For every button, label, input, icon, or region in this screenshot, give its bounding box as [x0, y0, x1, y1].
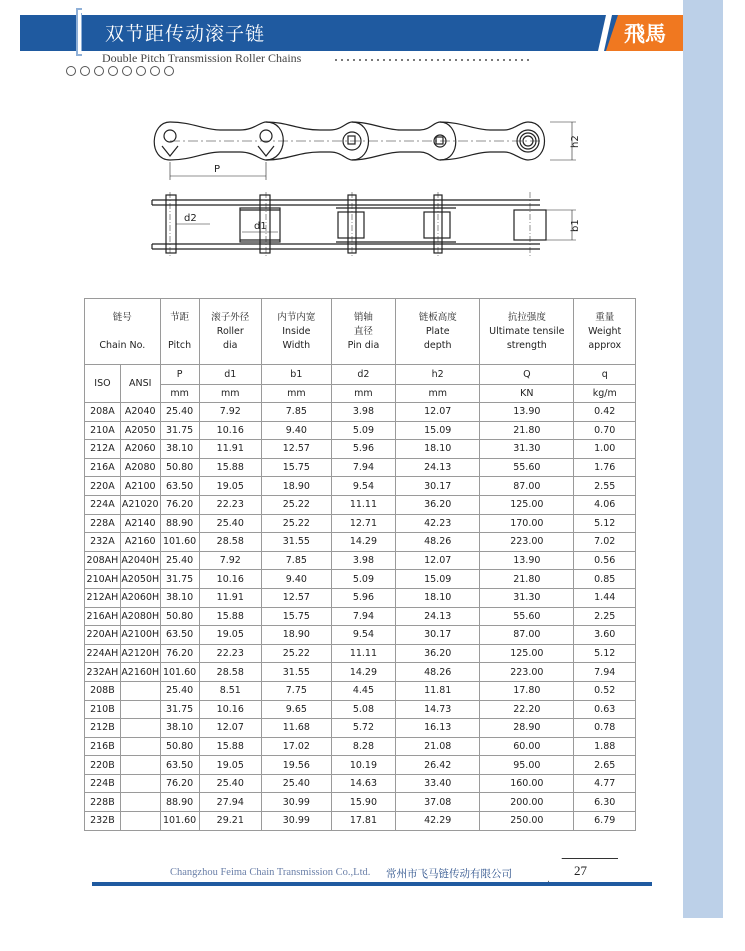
table-cell: 9.40 — [262, 421, 332, 440]
table-cell: 15.88 — [199, 607, 261, 626]
dim-label-h2: h2 — [570, 135, 581, 148]
header-weight: 重量 Weight approx — [574, 299, 636, 365]
table-cell: 7.94 — [331, 458, 396, 477]
table-cell: 18.90 — [262, 626, 332, 645]
table-cell: 19.05 — [199, 626, 261, 645]
table-cell: 14.63 — [331, 774, 396, 793]
unit-p: mm — [160, 385, 199, 403]
table-row — [85, 626, 636, 645]
table-cell: 15.88 — [199, 737, 261, 756]
dim-label-b1: b1 — [570, 219, 581, 232]
table-cell: 21.80 — [480, 421, 574, 440]
table-cell: 7.92 — [199, 551, 261, 570]
table-cell: 125.00 — [480, 495, 574, 514]
table-cell: 63.50 — [160, 626, 199, 645]
table-cell: 95.00 — [480, 756, 574, 775]
unit-h2: mm — [396, 385, 480, 403]
table-cell: 25.22 — [262, 495, 332, 514]
table-cell: 50.80 — [160, 737, 199, 756]
table-row — [85, 458, 636, 477]
table-cell: 160.00 — [480, 774, 574, 793]
table-row — [85, 403, 636, 422]
table-cell: A21020 — [120, 495, 160, 514]
table-cell: 0.70 — [574, 421, 636, 440]
table-cell: 12.07 — [396, 403, 480, 422]
table-cell: 101.60 — [160, 812, 199, 831]
symbol-d1: d1 — [199, 365, 261, 385]
table-cell: 9.65 — [262, 700, 332, 719]
symbol-q-weight: q — [574, 365, 636, 385]
table-cell: 25.40 — [199, 774, 261, 793]
circle-icon — [122, 66, 132, 76]
page-number: 27 — [574, 863, 587, 878]
table-cell: 232B — [85, 812, 121, 831]
table-cell: 7.75 — [262, 681, 332, 700]
table-cell: 48.26 — [396, 663, 480, 682]
table-cell — [120, 737, 160, 756]
table-cell: 216AH — [85, 607, 121, 626]
table-cell: 25.40 — [160, 681, 199, 700]
table-row — [85, 440, 636, 459]
table-cell — [120, 719, 160, 738]
table-cell: 224A — [85, 495, 121, 514]
table-cell: 6.79 — [574, 812, 636, 831]
table-cell: 88.90 — [160, 793, 199, 812]
spec-table-body — [85, 403, 636, 831]
table-cell: A2060H — [120, 588, 160, 607]
header-roller-dia: 滚子外径 Roller dia — [199, 299, 261, 365]
page-title: 双节距传动滚子链 — [105, 23, 266, 45]
brand-logo: 飛馬 — [624, 21, 666, 46]
circle-icon — [94, 66, 104, 76]
table-row — [85, 551, 636, 570]
table-cell: 16.13 — [396, 719, 480, 738]
table-row — [85, 514, 636, 533]
table-cell: 200.00 — [480, 793, 574, 812]
table-cell: 5.96 — [331, 588, 396, 607]
table-cell: 17.81 — [331, 812, 396, 831]
table-cell: 25.22 — [262, 644, 332, 663]
table-cell: 36.20 — [396, 495, 480, 514]
header-ansi: ANSI — [120, 365, 160, 403]
table-cell: 22.20 — [480, 700, 574, 719]
symbol-h2: h2 — [396, 365, 480, 385]
table-cell: A2050 — [120, 421, 160, 440]
page-subtitle: Double Pitch Transmission Roller Chains — [102, 51, 302, 65]
table-cell: 7.92 — [199, 403, 261, 422]
table-cell: 216B — [85, 737, 121, 756]
table-cell: 212A — [85, 440, 121, 459]
table-cell: 63.50 — [160, 477, 199, 496]
table-cell: 26.42 — [396, 756, 480, 775]
table-cell: A2100H — [120, 626, 160, 645]
table-cell: 1.44 — [574, 588, 636, 607]
table-cell: 17.80 — [480, 681, 574, 700]
table-cell: 223.00 — [480, 533, 574, 552]
table-cell: 7.02 — [574, 533, 636, 552]
table-cell: 36.20 — [396, 644, 480, 663]
table-cell: 216A — [85, 458, 121, 477]
table-row — [85, 421, 636, 440]
table-cell: A2120H — [120, 644, 160, 663]
table-cell: 19.05 — [199, 756, 261, 775]
symbol-b1: b1 — [262, 365, 332, 385]
table-cell: 33.40 — [396, 774, 480, 793]
table-cell — [120, 774, 160, 793]
table-cell: 37.08 — [396, 793, 480, 812]
table-row — [85, 774, 636, 793]
table-cell: 24.13 — [396, 458, 480, 477]
table-row — [85, 495, 636, 514]
table-cell: 9.54 — [331, 477, 396, 496]
table-cell: 125.00 — [480, 644, 574, 663]
table-row — [85, 681, 636, 700]
symbol-p: P — [160, 365, 199, 385]
header-inside-width: 内节内宽 Inside Width — [262, 299, 332, 365]
table-cell — [120, 793, 160, 812]
dotted-rule — [333, 59, 531, 61]
table-cell: 10.16 — [199, 570, 261, 589]
table-row — [85, 737, 636, 756]
table-cell: 21.08 — [396, 737, 480, 756]
table-cell: 29.21 — [199, 812, 261, 831]
table-cell: 5.09 — [331, 421, 396, 440]
table-cell: 11.91 — [199, 440, 261, 459]
table-cell: 19.56 — [262, 756, 332, 775]
table-cell: 3.98 — [331, 403, 396, 422]
table-cell — [120, 812, 160, 831]
table-cell: A2060 — [120, 440, 160, 459]
table-row — [85, 719, 636, 738]
table-cell: A2080H — [120, 607, 160, 626]
circle-icon — [108, 66, 118, 76]
table-cell: 0.56 — [574, 551, 636, 570]
table-row — [85, 644, 636, 663]
header-iso: ISO — [85, 365, 121, 403]
table-cell: 18.90 — [262, 477, 332, 496]
table-cell: 87.00 — [480, 477, 574, 496]
table-cell: 220AH — [85, 626, 121, 645]
circle-icon — [80, 66, 90, 76]
circle-icon — [150, 66, 160, 76]
table-cell: 31.30 — [480, 440, 574, 459]
footer-company-cn: 常州市飞马链传动有限公司 — [386, 868, 512, 880]
table-cell: 10.16 — [199, 421, 261, 440]
table-cell: 30.17 — [396, 477, 480, 496]
table-cell: 5.09 — [331, 570, 396, 589]
table-cell: 28.58 — [199, 533, 261, 552]
table-cell: 0.78 — [574, 719, 636, 738]
table-cell: 28.90 — [480, 719, 574, 738]
unit-weight: kg/m — [574, 385, 636, 403]
table-cell: 31.75 — [160, 421, 199, 440]
table-cell: 232AH — [85, 663, 121, 682]
table-cell: 12.07 — [199, 719, 261, 738]
table-cell: 25.40 — [262, 774, 332, 793]
table-cell: 2.25 — [574, 607, 636, 626]
table-cell: 11.11 — [331, 644, 396, 663]
table-cell: 15.75 — [262, 458, 332, 477]
table-cell: 1.76 — [574, 458, 636, 477]
table-cell: 14.29 — [331, 663, 396, 682]
table-cell: 210A — [85, 421, 121, 440]
table-row — [85, 588, 636, 607]
table-cell: 212AH — [85, 588, 121, 607]
table-cell: 5.12 — [574, 514, 636, 533]
table-cell: 1.00 — [574, 440, 636, 459]
table-cell: 8.28 — [331, 737, 396, 756]
table-cell: 38.10 — [160, 588, 199, 607]
table-cell: 7.85 — [262, 551, 332, 570]
table-cell: 210AH — [85, 570, 121, 589]
table-row — [85, 812, 636, 831]
header-pin-dia: 销轴 直径 Pin dia — [331, 299, 396, 365]
table-cell: 4.77 — [574, 774, 636, 793]
table-cell: 88.90 — [160, 514, 199, 533]
table-cell: 25.40 — [160, 551, 199, 570]
table-cell: 220A — [85, 477, 121, 496]
table-cell: 228B — [85, 793, 121, 812]
table-cell: 11.68 — [262, 719, 332, 738]
table-cell: 4.06 — [574, 495, 636, 514]
table-cell: 11.81 — [396, 681, 480, 700]
table-cell: 21.80 — [480, 570, 574, 589]
table-cell: A2040H — [120, 551, 160, 570]
table-cell: 22.23 — [199, 644, 261, 663]
table-cell: 13.90 — [480, 403, 574, 422]
table-cell: 9.54 — [331, 626, 396, 645]
symbol-q: Q — [480, 365, 574, 385]
table-cell: 212B — [85, 719, 121, 738]
table-cell: 223.00 — [480, 663, 574, 682]
table-cell: 30.99 — [262, 793, 332, 812]
table-cell: 87.00 — [480, 626, 574, 645]
header-tensile-strength: 抗拉强度 Ultimate tensile strength — [480, 299, 574, 365]
table-cell: 14.73 — [396, 700, 480, 719]
side-stripe — [683, 0, 723, 918]
chain-drawing — [130, 108, 590, 270]
spec-table — [84, 298, 636, 831]
table-cell: 38.10 — [160, 440, 199, 459]
table-cell: 208A — [85, 403, 121, 422]
table-cell: 17.02 — [262, 737, 332, 756]
table-cell: 19.05 — [199, 477, 261, 496]
table-row — [85, 570, 636, 589]
table-cell: 224AH — [85, 644, 121, 663]
table-cell: 1.88 — [574, 737, 636, 756]
table-cell: 15.88 — [199, 458, 261, 477]
table-cell: 12.57 — [262, 440, 332, 459]
table-cell — [120, 681, 160, 700]
table-cell: 28.58 — [199, 663, 261, 682]
table-cell: A2160 — [120, 533, 160, 552]
table-cell: 55.60 — [480, 607, 574, 626]
table-cell — [120, 756, 160, 775]
table-cell: 228A — [85, 514, 121, 533]
table-cell: 42.29 — [396, 812, 480, 831]
table-cell: 25.22 — [262, 514, 332, 533]
footer-bar — [92, 882, 652, 886]
table-row — [85, 793, 636, 812]
table-cell: 0.63 — [574, 700, 636, 719]
table-cell: 31.55 — [262, 663, 332, 682]
table-cell: 30.17 — [396, 626, 480, 645]
table-row — [85, 477, 636, 496]
table-cell: 7.85 — [262, 403, 332, 422]
table-cell: 224B — [85, 774, 121, 793]
header-bracket — [78, 10, 92, 54]
table-cell: A2080 — [120, 458, 160, 477]
decorative-circles — [66, 66, 174, 76]
circle-icon — [136, 66, 146, 76]
table-cell: 15.09 — [396, 421, 480, 440]
table-cell: 13.90 — [480, 551, 574, 570]
table-cell: 31.30 — [480, 588, 574, 607]
header-pitch: 节距 Pitch — [160, 299, 199, 365]
table-cell: 10.16 — [199, 700, 261, 719]
dim-label-p: P — [214, 164, 221, 175]
table-cell: 101.60 — [160, 533, 199, 552]
table-cell: 170.00 — [480, 514, 574, 533]
chain-top-view — [152, 192, 576, 258]
table-row — [85, 533, 636, 552]
table-cell: 22.23 — [199, 495, 261, 514]
unit-d1: mm — [199, 385, 261, 403]
table-cell: A2050H — [120, 570, 160, 589]
table-row — [85, 663, 636, 682]
table-cell: 50.80 — [160, 458, 199, 477]
table-cell: 9.40 — [262, 570, 332, 589]
table-cell: 7.94 — [574, 663, 636, 682]
table-cell: 15.09 — [396, 570, 480, 589]
table-cell: 76.20 — [160, 495, 199, 514]
table-cell: 250.00 — [480, 812, 574, 831]
table-cell: 25.40 — [199, 514, 261, 533]
table-cell: 210B — [85, 700, 121, 719]
dim-label-d2: d2 — [184, 213, 197, 224]
unit-q: KN — [480, 385, 574, 403]
table-cell: 2.55 — [574, 477, 636, 496]
table-cell: A2040 — [120, 403, 160, 422]
table-cell: 30.99 — [262, 812, 332, 831]
table-cell: A2140 — [120, 514, 160, 533]
table-cell: 220B — [85, 756, 121, 775]
table-row — [85, 607, 636, 626]
table-cell: 48.26 — [396, 533, 480, 552]
table-cell: 12.57 — [262, 588, 332, 607]
table-cell: 27.94 — [199, 793, 261, 812]
table-cell: 0.52 — [574, 681, 636, 700]
table-cell: 55.60 — [480, 458, 574, 477]
table-cell: 42.23 — [396, 514, 480, 533]
circle-icon — [164, 66, 174, 76]
table-cell: 208AH — [85, 551, 121, 570]
table-cell: 7.94 — [331, 607, 396, 626]
footer-company-en: Changzhou Feima Chain Transmission Co.,Ltd. — [170, 867, 371, 878]
table-cell: 14.29 — [331, 533, 396, 552]
table-cell: 18.10 — [396, 440, 480, 459]
table-cell: 0.42 — [574, 403, 636, 422]
table-cell: 31.55 — [262, 533, 332, 552]
circle-icon — [66, 66, 76, 76]
table-cell: 4.45 — [331, 681, 396, 700]
table-cell: 76.20 — [160, 644, 199, 663]
table-cell: 5.72 — [331, 719, 396, 738]
table-cell: 12.07 — [396, 551, 480, 570]
table-cell: 76.20 — [160, 774, 199, 793]
table-cell: 0.85 — [574, 570, 636, 589]
table-row — [85, 756, 636, 775]
table-cell: 101.60 — [160, 663, 199, 682]
table-cell: 15.75 — [262, 607, 332, 626]
table-cell: 11.91 — [199, 588, 261, 607]
table-cell: 6.30 — [574, 793, 636, 812]
table-cell: 11.11 — [331, 495, 396, 514]
table-cell: 3.60 — [574, 626, 636, 645]
table-cell: 25.40 — [160, 403, 199, 422]
table-cell: 5.96 — [331, 440, 396, 459]
table-cell: 5.12 — [574, 644, 636, 663]
table-cell: 5.08 — [331, 700, 396, 719]
table-cell: 50.80 — [160, 607, 199, 626]
table-cell: 12.71 — [331, 514, 396, 533]
table-cell: 208B — [85, 681, 121, 700]
table-cell: 18.10 — [396, 588, 480, 607]
table-cell: 38.10 — [160, 719, 199, 738]
table-cell: 31.75 — [160, 570, 199, 589]
table-cell: A2160H — [120, 663, 160, 682]
table-cell: 60.00 — [480, 737, 574, 756]
dim-label-d1: d1 — [254, 221, 267, 232]
table-cell: 3.98 — [331, 551, 396, 570]
table-cell: 8.51 — [199, 681, 261, 700]
table-cell: 63.50 — [160, 756, 199, 775]
table-cell: 2.65 — [574, 756, 636, 775]
table-cell: 24.13 — [396, 607, 480, 626]
header-plate-depth: 链板高度 Plate depth — [396, 299, 480, 365]
table-cell: 232A — [85, 533, 121, 552]
table-cell — [120, 700, 160, 719]
table-cell: A2100 — [120, 477, 160, 496]
unit-d2: mm — [331, 385, 396, 403]
table-row — [85, 700, 636, 719]
table-cell: 31.75 — [160, 700, 199, 719]
symbol-d2: d2 — [331, 365, 396, 385]
table-cell: 15.90 — [331, 793, 396, 812]
header-chain-no: 链号 Chain No. — [85, 299, 161, 365]
table-cell: 10.19 — [331, 756, 396, 775]
unit-b1: mm — [262, 385, 332, 403]
